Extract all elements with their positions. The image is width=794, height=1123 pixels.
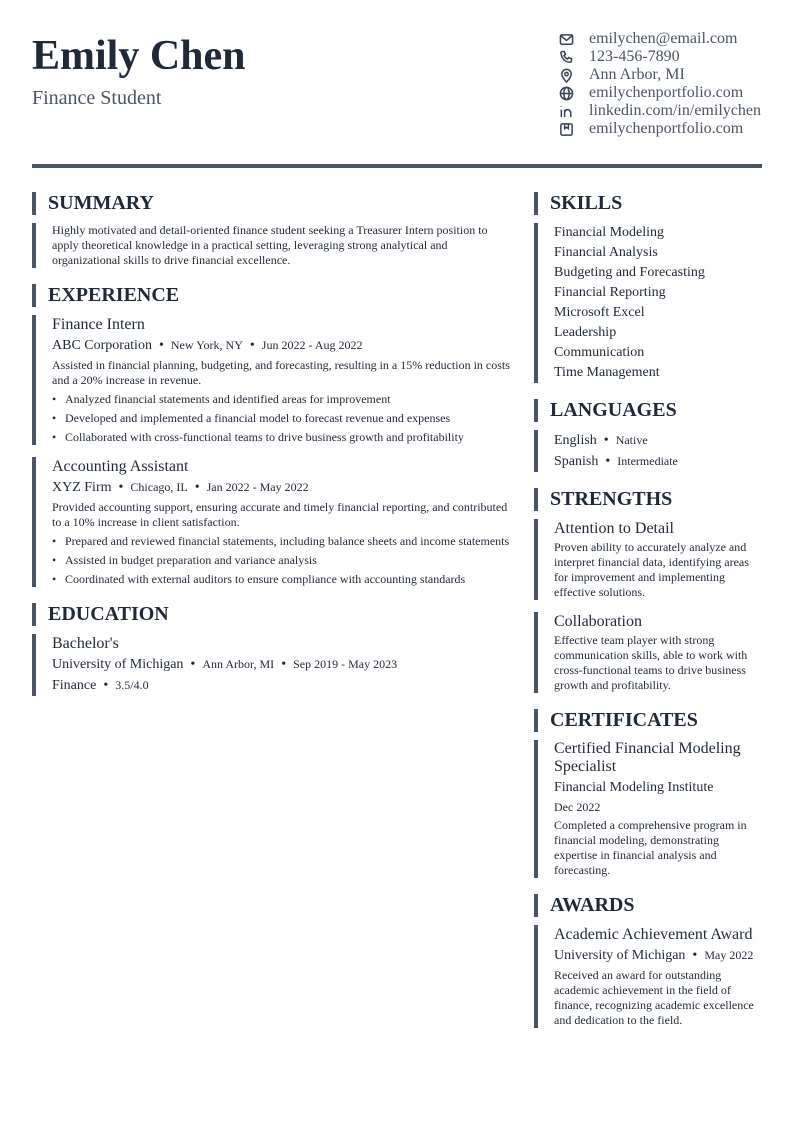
separator-dot: • [190,657,196,672]
languages-section [534,399,762,472]
linkedin-icon [557,102,575,120]
certificate-date: Dec 2022 [554,800,601,814]
skill-item: Leadership [554,325,617,340]
education-meta [52,654,512,675]
experience-section [32,284,512,587]
separator-dot: • [158,338,164,353]
award-item [534,925,762,1028]
candidate-role: Finance Student [32,87,162,109]
skill-item: Budgeting and Forecasting [554,265,705,280]
experience-item [32,315,512,445]
contact-linkedin[interactable] [557,102,767,120]
contact-list [557,30,767,138]
contact-portfolio[interactable] [557,120,767,138]
skill-item: Financial Analysis [554,245,658,260]
job-title: Finance Intern [52,316,145,333]
language-item [554,430,762,451]
separator-dot: • [605,454,611,469]
skill-item: Microsoft Excel [554,305,645,320]
school-name: University of Michigan [52,657,184,672]
award-name: Academic Achievement Award [554,926,753,943]
contact-website[interactable] [557,84,767,102]
skill-item: Communication [554,345,645,360]
email-icon [557,30,575,48]
language-item [554,451,762,472]
awards-section [534,894,762,1028]
separator-dot: • [118,480,124,495]
job-location: New York, NY [170,338,243,352]
strengths-heading: STRENGTHS [534,488,762,511]
language-level: Native [615,433,648,447]
strength-item [534,612,762,693]
job-meta [52,335,512,356]
skill-item: Time Management [554,365,660,380]
field-of-study: Finance [52,678,97,693]
strengths-section [534,488,762,693]
school-location: Ann Arbor, MI [202,657,275,671]
job-bullets [52,392,512,445]
contact-portfolio-text: emilychenportfolio.com [589,120,744,137]
education-section [32,603,512,696]
strength-title: Attention to Detail [554,520,674,537]
candidate-name: Emily Chen [32,33,246,79]
skill-item: Financial Modeling [554,225,665,240]
left-column [32,192,512,712]
job-bullet: • Prepared and reviewed financial statements, including balance sheets and income statements [52,534,512,549]
certificates-section [534,709,762,878]
strength-description: Proven ability to accurately analyze and interpret financial data, identifying areas for improvement and implementing effective solutions. [554,540,749,599]
strength-title: Collaboration [554,613,642,630]
certificate-item [534,740,762,878]
contact-email-text: emilychen@email.com [589,30,738,47]
job-description: Assisted in financial planning, budgeting, and forecasting, resulting in a 15% reduction in costs and a 20% increase in revenue. [52,358,510,387]
languages-heading: LANGUAGES [534,399,762,422]
skill-item: Financial Reporting [554,285,666,300]
language-level: Intermediate [617,454,678,468]
education-dates: Sep 2019 - May 2023 [293,657,398,671]
separator-dot: • [603,433,609,448]
summary-section [32,192,512,268]
experience-heading: EXPERIENCE [32,284,512,307]
job-bullet: • Developed and implemented a financial model to forecast revenue and expenses [52,411,512,426]
job-company: ABC Corporation [52,338,152,353]
strength-item [534,519,762,600]
contact-email[interactable] [557,30,767,48]
language-name: Spanish [554,454,599,469]
education-heading: EDUCATION [32,603,512,626]
right-column [534,192,762,1044]
summary-block [32,223,512,268]
education-field-row [52,675,512,696]
job-bullet: • Collaborated with cross-functional teams to drive business growth and profitability [52,430,512,445]
separator-dot: • [194,480,200,495]
job-bullet: • Assisted in budget preparation and variance analysis [52,553,512,568]
award-issuer: University of Michigan [554,948,686,963]
globe-icon [557,84,575,102]
job-meta [52,477,512,498]
education-item [32,634,512,696]
job-description: Provided accounting support, ensuring accurate and timely financial reporting, and contributed to a 10% increase in client satisfaction. [52,500,508,529]
summary-text: Highly motivated and detail-oriented finance student seeking a Treasurer Intern position to apply theoretical knowledge in a practical setting, leveraging strong analytical and organizational skills to drive financial excellence. [52,223,488,267]
degree: Bachelor's [52,635,119,652]
job-title: Accounting Assistant [52,458,189,475]
languages-list [534,430,762,472]
job-bullets [52,534,512,587]
job-company: XYZ Firm [52,480,112,495]
award-description: Received an award for outstanding academic achievement in the field of finance, recognizing academic excellence and dedication to the field. [554,968,754,1027]
contact-location-text: Ann Arbor, MI [589,66,685,83]
experience-item [32,457,512,587]
job-dates: Jun 2022 - Aug 2022 [261,338,363,352]
skills-section [534,192,762,383]
strength-description: Effective team player with strong communication skills, able to work with cross-functional teams to drive business growth and profitability. [554,633,748,692]
job-location: Chicago, IL [130,480,188,494]
portfolio-icon [557,120,575,138]
award-meta [554,945,762,966]
awards-heading: AWARDS [534,894,762,917]
language-name: English [554,433,597,448]
certificate-name: Certified Financial Modeling Specialist [554,740,741,775]
summary-heading: SUMMARY [32,192,512,215]
skills-list [534,223,762,383]
contact-location [557,66,767,84]
job-dates: Jan 2022 - May 2022 [206,480,309,494]
job-bullet: • Analyzed financial statements and identified areas for improvement [52,392,512,407]
separator-dot: • [249,338,255,353]
skills-heading: SKILLS [534,192,762,215]
certificate-issuer: Financial Modeling Institute [554,780,714,795]
contact-phone[interactable] [557,48,767,66]
phone-icon [557,48,575,66]
job-bullet: • Coordinated with external auditors to ensure compliance with accounting standards [52,572,512,587]
contact-phone-text: 123-456-7890 [589,48,680,65]
header-divider [32,164,762,168]
separator-dot: • [281,657,287,672]
location-icon [557,66,575,84]
award-date: May 2022 [704,948,754,962]
gpa: 3.5/4.0 [115,678,149,692]
certificates-heading: CERTIFICATES [534,709,762,732]
separator-dot: • [692,948,698,963]
resume-header [32,30,762,150]
contact-website-text: emilychenportfolio.com [589,84,744,101]
certificate-description: Completed a comprehensive program in financial modeling, demonstrating expertise in financial analysis and forecasting. [554,818,747,877]
contact-linkedin-text: linkedin.com/in/emilychen [589,102,761,119]
separator-dot: • [103,678,109,693]
